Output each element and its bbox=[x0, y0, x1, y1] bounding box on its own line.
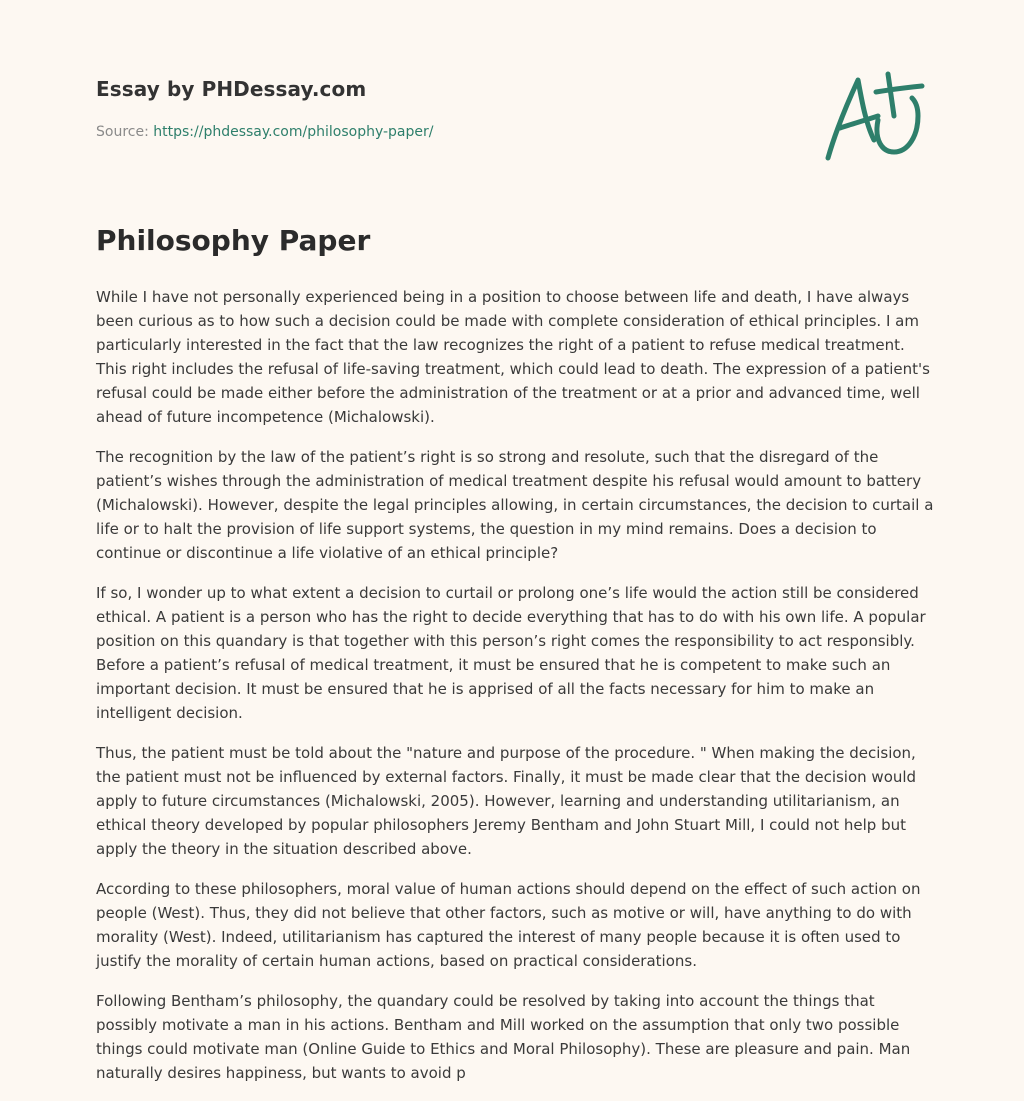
essay-paragraph: According to these philosophers, moral value of human actions should depend on the effect of such action on people (West). Thus, they did not believe that other factors, such as motive or will, have anything to do with morality (West). Indeed, utilitarianism has captured the interest of many people because it is often used to justify the morality of certain human actions, based on practical considerations. bbox=[96, 880, 921, 970]
source-line bbox=[96, 124, 433, 140]
essay-paragraph: Thus, the patient must be told about the "nature and purpose of the procedure. " When making the decision, the patient must not be influenced by external factors. Finally, it must be made clear that the decision would apply to future circumstances (Michalowski, 2005). However, learning and understanding utilitarianism, an ethical theory developed by popular philosophers Jeremy Bentham and John Stuart Mill, I could not help but apply the theory in the situation described above. bbox=[96, 744, 917, 858]
source-label: Source: bbox=[96, 124, 149, 140]
source-link[interactable]: https://phdessay.com/philosophy-paper/ bbox=[153, 124, 434, 140]
essay-paragraph: The recognition by the law of the patient’s right is so strong and resolute, such that the disregard of the patient’s wishes through the administration of medical treatment despite his refusal would amount to battery (Michalowski). However, despite the legal principles allowing, in certain circumstances, the decision to curtail a life or to halt the provision of life support systems, the question in my mind remains. Does a decision to continue or discontinue a life violative of an ethical principle? bbox=[96, 448, 934, 562]
essay-paragraph: If so, I wonder up to what extent a decision to curtail or prolong one’s life would the action still be considered ethical. A patient is a person who has the right to decide everything that has to do with his own life. A popular position on this quandary is that together with this person’s right comes the responsibility to act responsibly. Before a patient’s refusal of medical treatment, it must be ensured that he is competent to make such an important decision. It must be ensured that he is apprised of all the facts necessary for him to make an intelligent decision. bbox=[96, 584, 926, 722]
site-title: Essay by PHDessay.com bbox=[96, 77, 367, 101]
essay-paragraph: While I have not personally experienced being in a position to choose between life and death, I have always been curious as to how such a decision could be made with complete consideration of ethical principles. I am particularly interested in the fact that the law recognizes the right of a patient to refuse medical treatment. This right includes the refusal of life-saving treatment, which could lead to death. The expression of a patient's refusal could be made either before the administration of the treatment or at a prior and advanced time, well ahead of future incompetence (Michalowski). bbox=[96, 288, 930, 426]
essay-paragraph: Following Bentham’s philosophy, the quandary could be resolved by taking into account the things that possibly motivate a man in his actions. Bentham and Mill worked on the assumption that only two possible things could motivate man (Online Guide to Ethics and Moral Philosophy). These are pleasure and pain. Man naturally desires happiness, but wants to avoid p bbox=[96, 992, 911, 1082]
document-title: Philosophy Paper bbox=[96, 224, 371, 257]
a-plus-logo-icon bbox=[818, 68, 930, 168]
essay-body bbox=[96, 285, 936, 1101]
